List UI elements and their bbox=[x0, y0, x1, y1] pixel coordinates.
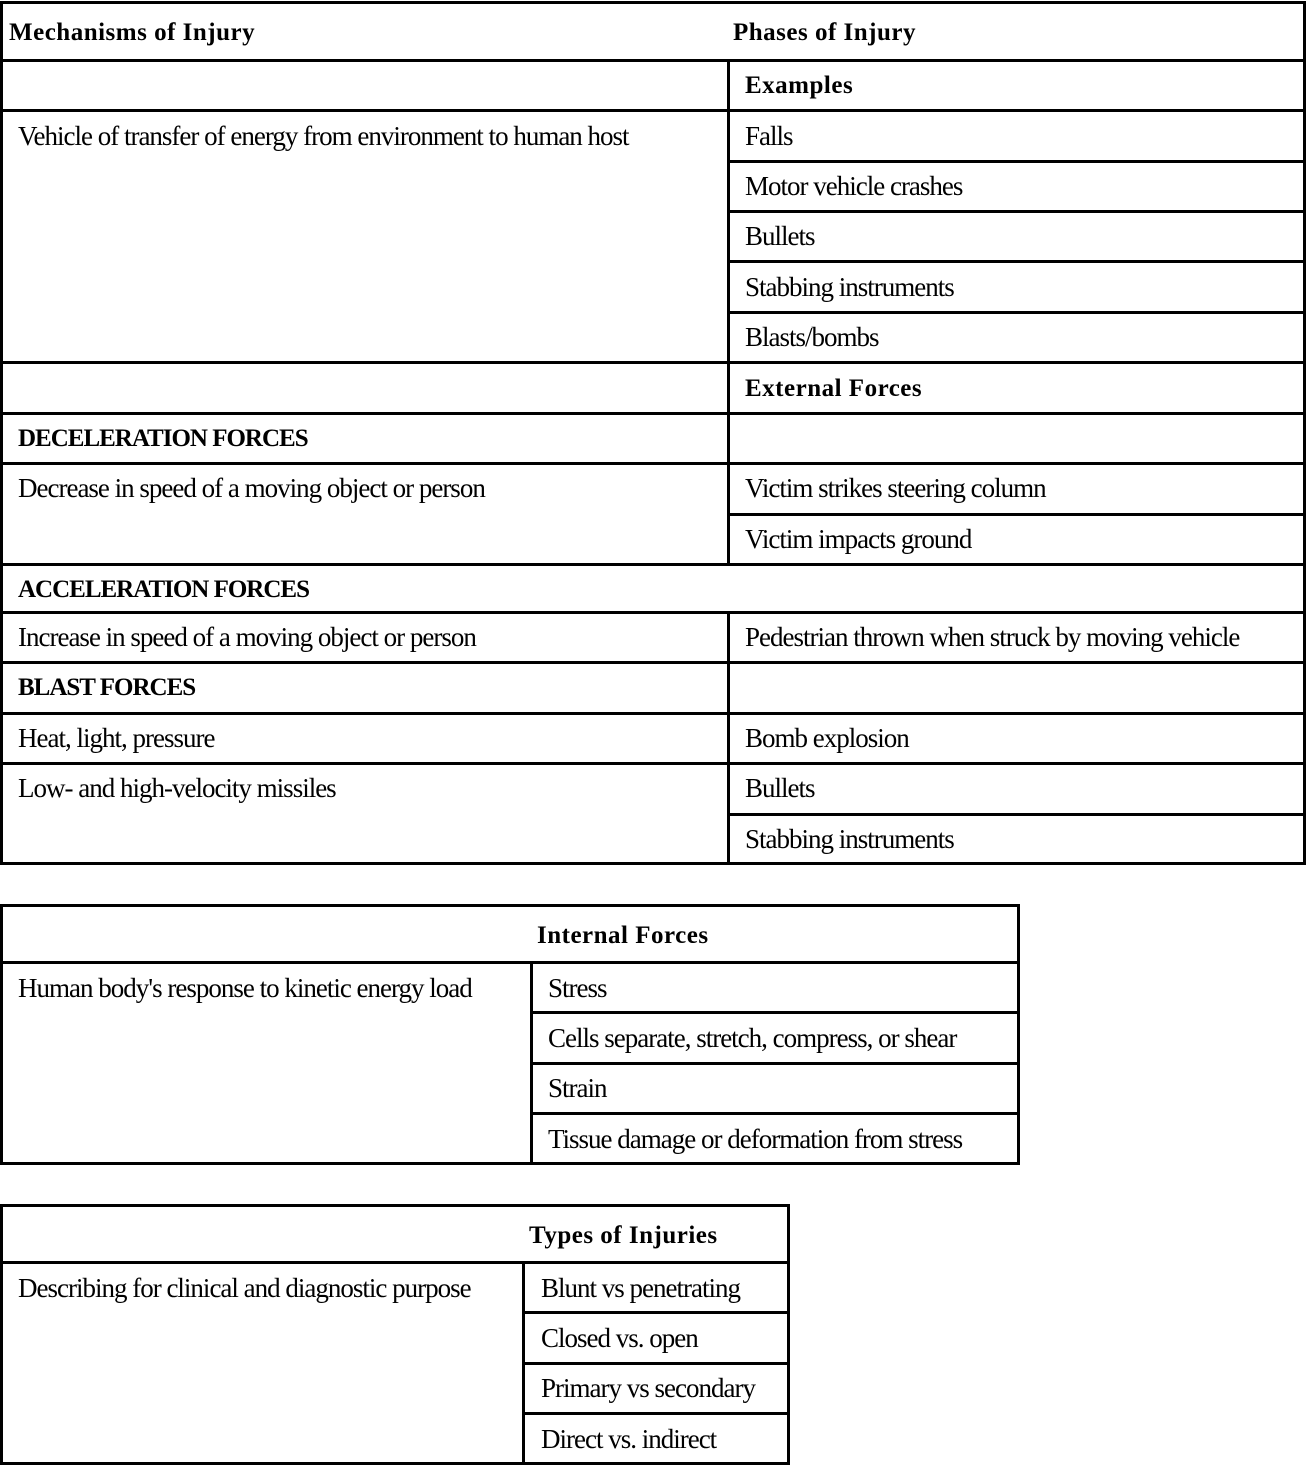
border bbox=[0, 904, 3, 1165]
border bbox=[1303, 1, 1306, 865]
types-item: Blunt vs penetrating bbox=[541, 1273, 740, 1303]
border bbox=[0, 1, 3, 865]
border bbox=[531, 1011, 1020, 1014]
blast-text: Heat, light, pressure bbox=[18, 723, 215, 753]
internal-item: Tissue damage or deformation from stress bbox=[548, 1124, 963, 1154]
types-item: Primary vs secondary bbox=[541, 1373, 755, 1403]
border bbox=[531, 1112, 1020, 1115]
border bbox=[787, 1204, 790, 1465]
internal-forces-header: Internal Forces bbox=[537, 922, 709, 949]
border bbox=[0, 961, 1020, 964]
deceleration-example: Victim strikes steering column bbox=[745, 473, 1046, 503]
border bbox=[0, 1261, 790, 1264]
border bbox=[523, 1311, 790, 1314]
example-item: Falls bbox=[745, 121, 793, 151]
border bbox=[728, 513, 1306, 516]
border bbox=[523, 1412, 790, 1415]
internal-item: Strain bbox=[548, 1073, 607, 1103]
border bbox=[0, 904, 1020, 907]
missiles-example: Bullets bbox=[745, 773, 815, 803]
border bbox=[0, 1, 1306, 4]
example-item: Motor vehicle crashes bbox=[745, 171, 963, 201]
types-header: Types of Injuries bbox=[529, 1222, 718, 1249]
header-mechanisms: Mechanisms of Injury bbox=[9, 19, 256, 46]
border bbox=[0, 412, 1306, 415]
border bbox=[728, 260, 1306, 263]
border bbox=[727, 59, 730, 565]
example-item: Bullets bbox=[745, 221, 815, 251]
external-forces-label: External Forces bbox=[745, 375, 923, 402]
border bbox=[0, 361, 1306, 364]
border bbox=[523, 1362, 790, 1365]
border bbox=[0, 712, 1306, 715]
example-item: Blasts/bombs bbox=[745, 322, 879, 352]
internal-forces-text: Human body's response to kinetic energy load bbox=[18, 973, 472, 1003]
blast-example: Bomb explosion bbox=[745, 723, 909, 753]
border bbox=[0, 611, 1306, 614]
border bbox=[522, 1261, 525, 1465]
blast-label: BLAST FORCES bbox=[18, 674, 196, 701]
vehicle-text: Vehicle of transfer of energy from environment to human host bbox=[18, 121, 629, 151]
border bbox=[0, 1204, 3, 1465]
border bbox=[0, 1462, 790, 1465]
border bbox=[0, 59, 1306, 62]
deceleration-example: Victim impacts ground bbox=[745, 524, 972, 554]
border bbox=[530, 961, 533, 1165]
border bbox=[0, 563, 1306, 566]
border bbox=[531, 1062, 1020, 1065]
types-text: Describing for clinical and diagnostic purpose bbox=[18, 1273, 471, 1303]
border bbox=[728, 160, 1306, 163]
acceleration-label: ACCELERATION FORCES bbox=[18, 576, 309, 603]
deceleration-text: Decrease in speed of a moving object or person bbox=[18, 473, 485, 503]
deceleration-label: DECELERATION FORCES bbox=[18, 425, 308, 452]
border bbox=[727, 611, 730, 865]
border bbox=[0, 862, 1306, 865]
acceleration-example: Pedestrian thrown when struck by moving vehicle bbox=[745, 622, 1240, 652]
border bbox=[0, 1162, 1020, 1165]
border bbox=[0, 1204, 790, 1207]
acceleration-text: Increase in speed of a moving object or person bbox=[18, 622, 476, 652]
border bbox=[1017, 904, 1020, 1165]
example-item: Stabbing instruments bbox=[745, 272, 954, 302]
border bbox=[728, 311, 1306, 314]
internal-item: Stress bbox=[548, 973, 607, 1003]
missiles-text: Low- and high-velocity missiles bbox=[18, 773, 336, 803]
border bbox=[0, 109, 1306, 112]
border bbox=[0, 762, 1306, 765]
types-item: Closed vs. open bbox=[541, 1323, 698, 1353]
border bbox=[728, 210, 1306, 213]
examples-label: Examples bbox=[745, 72, 854, 99]
missiles-example: Stabbing instruments bbox=[745, 824, 954, 854]
border bbox=[0, 661, 1306, 664]
border bbox=[0, 462, 1306, 465]
internal-item: Cells separate, stretch, compress, or shear bbox=[548, 1023, 957, 1053]
types-item: Direct vs. indirect bbox=[541, 1424, 717, 1454]
header-phases: Phases of Injury bbox=[733, 19, 917, 46]
border bbox=[728, 813, 1306, 816]
